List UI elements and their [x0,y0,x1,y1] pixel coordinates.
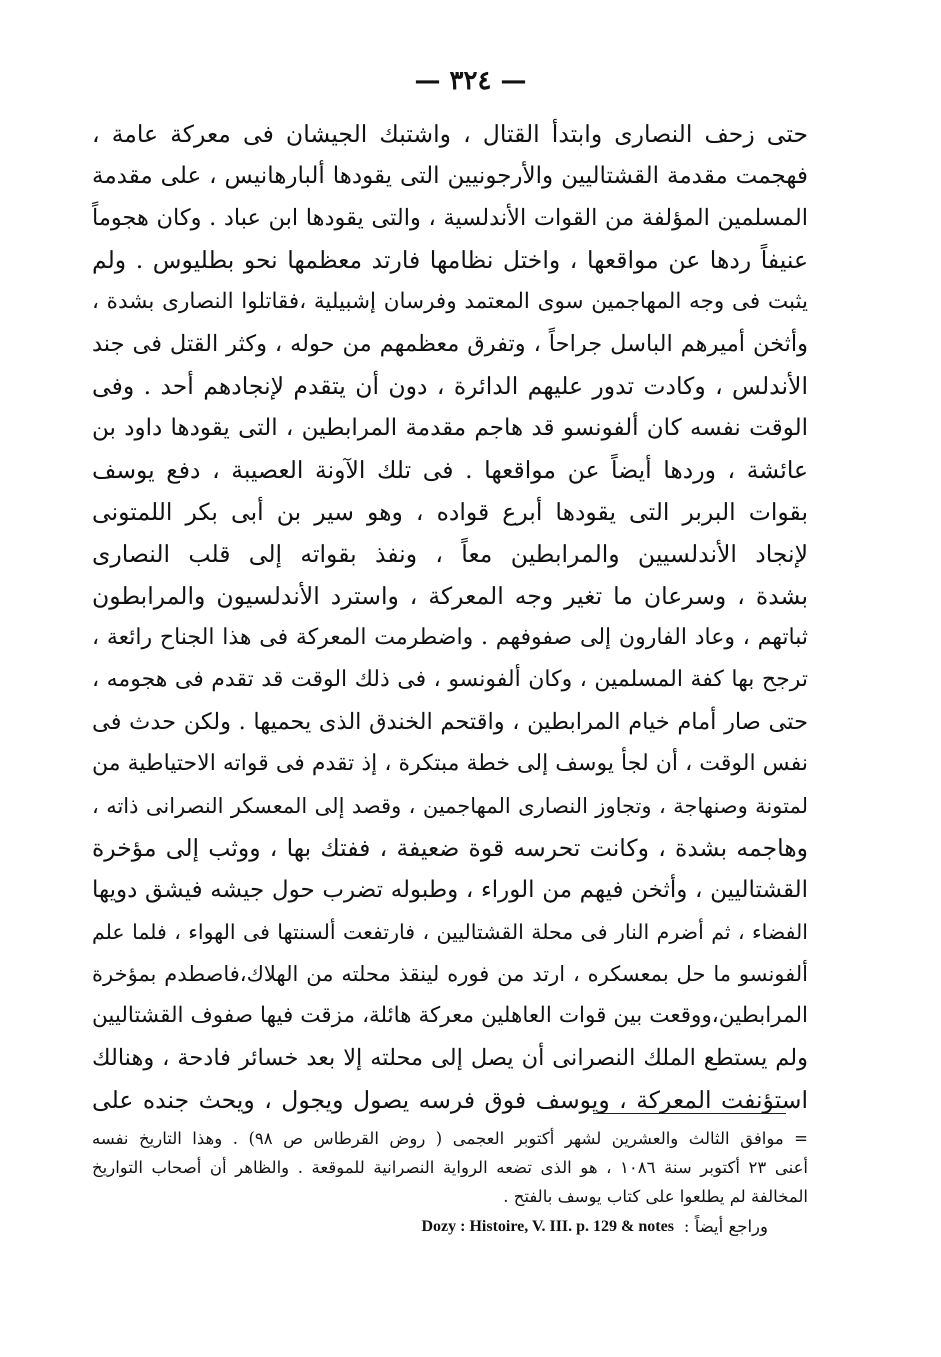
text-line: نفس الوقت ، أن لجأ يوسف إلى خطة مبتكرة ، إذ تقدم فى قواته الاحتياطية من [92,751,808,776]
text-line: بشدة ، وسرعان ما تغير وجه المعركة ، واسترد الأندلسيون والمرابطون [92,582,808,610]
text-line: ثباتهم ، وعاد الفارون إلى صفوفهم . واضطرمت المعركة فى هذا الجناح رائعة ، [92,625,809,650]
text-line: فهجمت مقدمة القشتاليين والأرجونيين التى يقودها ألبارهانيس ، على مقدمة [92,163,808,189]
text-line: استؤنفت المعركة ، ويوسف فوق فرسه يصول ويجول ، ويحث جنده على [92,1086,808,1114]
text-line: وهاجمه بشدة ، وكانت تحرسه قوة ضعيفة ، ففتك بها ، ووثب إلى مؤخرة [92,834,808,862]
footnote-line: المخالفة لم يطلعوا على كتاب يوسف بالفتح . [503,1187,808,1206]
footnote-reference-line [92,1211,808,1243]
footnotes [92,1124,808,1243]
text-line: عنيفاً ردها عن مواقعها ، واختل نظامها فارتد معظمها نحو بطليوس . ولم [92,246,808,274]
text-line: لإنجاد الأندلسيين والمرابطين معاً ، ونفذ بقواته إلى قلب النصارى [92,540,808,568]
text-line: ولم يستطع الملك النصرانى أن يصل إلى محلته إلا بعد خسائر فادحة ، وهنالك [92,1045,808,1071]
footnote-line: أعنى ٢٣ أكتوبر سنة ١٠٨٦ ، هو الذى تضعه الرواية النصرانية للموقعة . والظاهر أن أصحاب التواريخ [92,1158,809,1177]
text-line: حتى صار أمام خيام المرابطين ، واقتحم الخندق الذى يحميها . ولكن حدث فى [92,709,808,735]
footnote-line: = موافق الثالث والعشرين لشهر أكتوبر العجمى ( روض القرطاس ص ٩٨) . وهذا التاريخ نفسه [92,1129,809,1148]
text-line: لمتونة وصنهاجة ، وتجاوز النصارى المهاجمين ، وقصد إلى المعسكر النصرانى ذاته ، [92,794,808,818]
footnote-see-also: وراجع أيضاً : [683,1217,768,1236]
text-line: الوقت نفسه كان ألفونسو قد هاجم مقدمة المرابطين ، التى يقودها داود بن [92,415,808,441]
text-line: المرابطين،ووقعت بين قوات العاهلين معركة هائلة، مزقت فيها صفوف القشتاليين [92,1003,808,1028]
text-line: القشتاليين ، وأثخن فيهم من الوراء ، وطبوله تضرب حول جيشه فيشق دويها [92,877,808,903]
footnote-divider [593,1113,786,1114]
text-line: ألفونسو ما حل بمعسكره ، ارتد من فوره لينقذ محلته من الهلاك،فاصطدم بمؤخرة [92,962,808,986]
text-line: بقوات البربر التى يقودها أبرع قواده ، وهو سير بن أبى بكر اللمتونى [92,498,808,526]
text-line: حتى زحف النصارى وابتدأ القتال ، واشتبك الجيشان فى معركة عامة ، [92,120,808,148]
page-number: — ٣٢٤ — [414,66,527,96]
text-line: ترجح بها كفة المسلمين ، وكان ألفونسو ، فى ذلك الوقت قد تقدم فى هجومه ، [92,667,808,692]
text-line: المسلمين المؤلفة من القوات الأندلسية ، والتى يقودها ابن عباد . وكان هجوماً [92,205,808,231]
text-line: عائشة ، وردها أيضاً عن مواقعها . فى تلك الآونة العصيبة ، دفع يوسف [92,456,808,484]
body-text [92,113,808,1121]
text-line: الفضاء ، ثم أضرم النار فى محلة القشتاليين ، فارتفعت ألسنتها فى الهواء ، فلما علم [92,920,808,944]
text-line: يثبت فى وجه المهاجمين سوى المعتمد وفرسان إشبيلية ،فقاتلوا النصارى بشدة ، [92,289,808,314]
text-line: الأندلس ، وكادت تدور عليهم الدائرة ، دون أن يتقدم لإنجادهم أحد . وفى [92,372,808,400]
footnote-citation: Dozy : Histoire, V. III. p. 129 & notes [421,1218,674,1235]
text-line: وأثخن أميرهم الباسل جراحاً ، وتفرق معظمهم من حوله ، وكثر القتل فى جند [92,331,808,357]
